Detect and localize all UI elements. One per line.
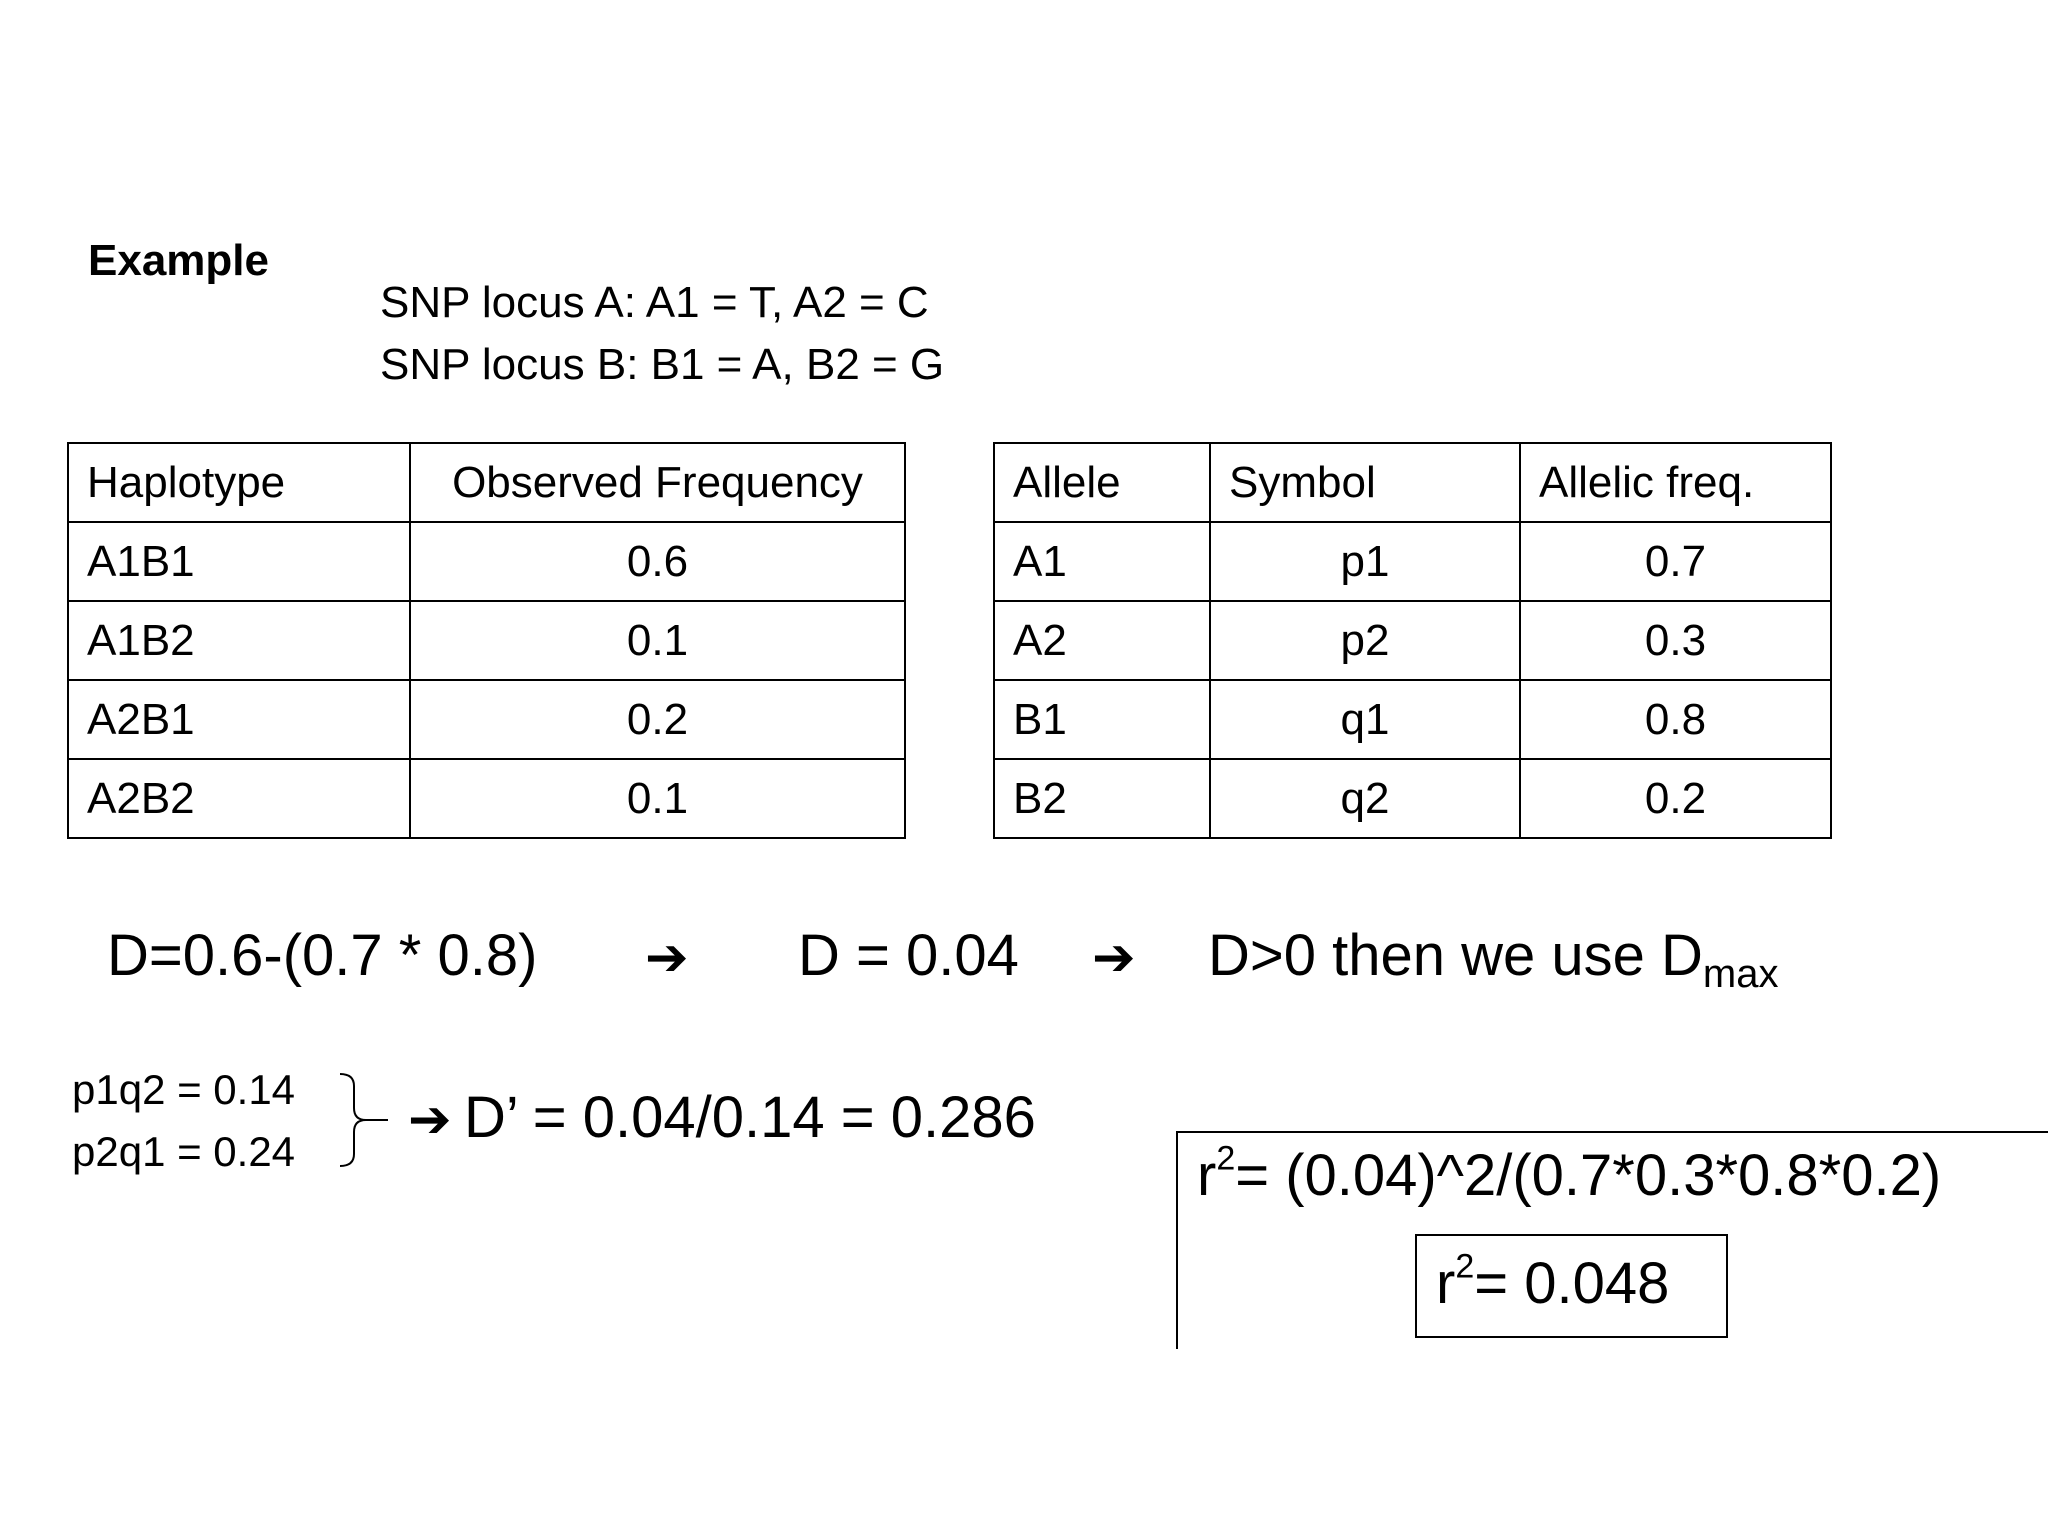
r2-superscript: 2	[1455, 1247, 1475, 1286]
table-row	[68, 759, 905, 838]
r2-symbol: r	[1436, 1251, 1456, 1316]
dmax-text: D>0 then we use D	[1208, 923, 1703, 988]
allele-cell: A2	[994, 601, 1210, 680]
arrow-right-icon: ➔	[408, 1091, 452, 1149]
frequency-cell: 0.6	[410, 522, 905, 601]
table-header-row	[994, 443, 1831, 522]
allelic-freq-cell: 0.7	[1520, 522, 1831, 601]
frequency-cell: 0.2	[410, 680, 905, 759]
header-allelic-freq: Allelic freq.	[1520, 443, 1831, 522]
haplotype-cell: A2B1	[68, 680, 410, 759]
allelic-freq-cell: 0.3	[1520, 601, 1831, 680]
d-calculation: D=0.6-(0.7 * 0.8)	[107, 923, 538, 988]
r2-superscript: 2	[1216, 1139, 1236, 1178]
example-title: Example	[88, 236, 269, 285]
r2-equation	[1197, 1139, 1942, 1209]
header-symbol: Symbol	[1210, 443, 1520, 522]
allele-table	[993, 442, 1832, 839]
arrow-right-icon: ➔	[645, 929, 689, 987]
d-prime-equation: D’ = 0.04/0.14 = 0.286	[464, 1085, 1036, 1150]
snp-locus-b: SNP locus B: B1 = A, B2 = G	[380, 340, 945, 389]
allele-cell: A1	[994, 522, 1210, 601]
table-header-row	[68, 443, 905, 522]
haplotype-cell: A2B2	[68, 759, 410, 838]
allelic-freq-cell: 0.2	[1520, 759, 1831, 838]
r2-formula: = (0.04)^2/(0.7*0.3*0.8*0.2)	[1235, 1143, 1942, 1208]
curly-brace-icon	[338, 1072, 398, 1168]
dmax-subscript: max	[1702, 952, 1779, 996]
p2q1-value: p2q1 = 0.24	[72, 1128, 296, 1175]
allele-cell: B2	[994, 759, 1210, 838]
symbol-cell: p1	[1210, 522, 1520, 601]
symbol-cell: q2	[1210, 759, 1520, 838]
header-allele: Allele	[994, 443, 1210, 522]
haplotype-table	[67, 442, 906, 839]
table-row	[68, 680, 905, 759]
allele-cell: B1	[994, 680, 1210, 759]
p1q2-value: p1q2 = 0.14	[72, 1066, 296, 1113]
header-observed-frequency: Observed Frequency	[410, 443, 905, 522]
haplotype-cell: A1B1	[68, 522, 410, 601]
table-row	[994, 522, 1831, 601]
symbol-cell: p2	[1210, 601, 1520, 680]
frequency-cell: 0.1	[410, 601, 905, 680]
table-row	[994, 680, 1831, 759]
frequency-cell: 0.1	[410, 759, 905, 838]
arrow-right-icon: ➔	[1092, 929, 1136, 987]
symbol-cell: q1	[1210, 680, 1520, 759]
d-value: D = 0.04	[798, 923, 1019, 988]
haplotype-cell: A1B2	[68, 601, 410, 680]
table-row	[68, 522, 905, 601]
table-row	[68, 601, 905, 680]
header-haplotype: Haplotype	[68, 443, 410, 522]
allelic-freq-cell: 0.8	[1520, 680, 1831, 759]
r2-result-value: = 0.048	[1474, 1251, 1670, 1316]
dmax-statement	[1208, 922, 1778, 997]
r2-result	[1436, 1247, 1670, 1317]
snp-locus-a: SNP locus A: A1 = T, A2 = C	[380, 278, 929, 327]
table-row	[994, 759, 1831, 838]
r2-symbol: r	[1197, 1143, 1217, 1208]
table-row	[994, 601, 1831, 680]
